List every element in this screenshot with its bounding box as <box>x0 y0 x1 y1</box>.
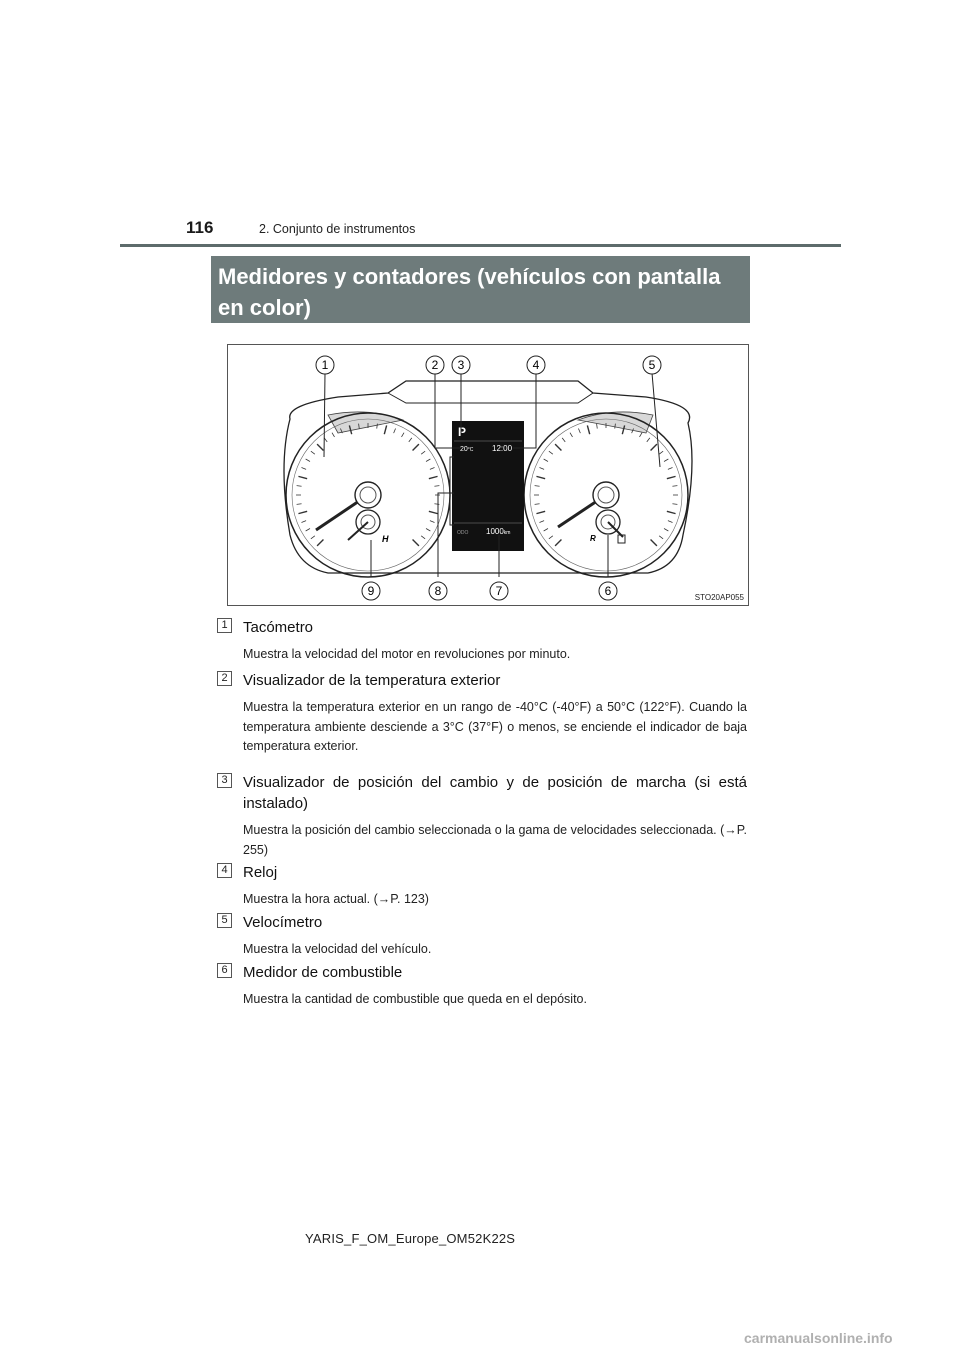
gauge-tick <box>539 467 544 469</box>
callout-number: 8 <box>434 584 442 598</box>
document-code: YARIS_F_OM_Europe_OM52K22S <box>305 1231 516 1246</box>
item-description: Muestra la temperatura exterior en un rango de -40°C (-40°F) a 50°C (122°F). Cuando la temperatura ambiente desciende a 3°C (37°F) o menos, se enciende el indicador de baja temperatura exterior. <box>243 700 747 753</box>
gauge-tick <box>555 444 561 450</box>
odo-label: ODO <box>457 530 469 536</box>
header-rule <box>120 244 841 247</box>
gauge-tick <box>668 521 673 523</box>
figure-code: STO20AP055 <box>694 593 744 602</box>
cluster-top-ridge <box>388 393 593 403</box>
gauge-tick <box>301 521 306 523</box>
gauge-tick <box>306 529 310 532</box>
gauge-tick <box>317 540 323 546</box>
gauge-tick <box>597 424 598 429</box>
gauge-tick <box>413 444 419 450</box>
gauge-tick <box>535 504 540 505</box>
gauge-tick <box>384 425 386 434</box>
list-item <box>217 617 747 660</box>
gauge-tick <box>429 476 438 478</box>
callout-number: 5 <box>648 358 656 372</box>
list-item <box>217 912 747 956</box>
gauge-tick <box>409 438 412 442</box>
gauge-tick <box>664 459 668 462</box>
item-description: Muestra la hora actual. (→P. 123) <box>243 892 429 906</box>
speedometer-gauge <box>524 413 688 577</box>
gauge-tick <box>434 504 439 505</box>
gauge-tick <box>549 451 553 454</box>
gauge-tick <box>539 521 544 523</box>
gauge-tick <box>298 476 307 478</box>
list-item <box>217 962 747 1006</box>
gauge-tick <box>587 425 589 434</box>
gauge-tick <box>659 536 663 539</box>
gauge-tick <box>311 536 315 539</box>
gauge-tick <box>535 486 540 487</box>
gauge-tick <box>306 459 310 462</box>
gauge-tick <box>317 444 323 450</box>
gear-position: P <box>458 425 467 439</box>
callout-number: 1 <box>321 358 329 372</box>
gauge-tick <box>667 511 676 513</box>
gauge-tick <box>426 529 430 532</box>
item-number-badge: 6 <box>217 963 232 978</box>
instrument-cluster-figure <box>227 344 749 606</box>
color-display <box>452 421 524 551</box>
gauge-tick <box>570 433 573 437</box>
section-title-line2: en color) <box>218 295 311 320</box>
instrument-cluster-illustration <box>228 345 748 605</box>
callout-number: 6 <box>604 584 612 598</box>
gauge-tick <box>536 511 545 513</box>
legend-list <box>217 617 747 1006</box>
list-item <box>217 670 747 760</box>
gauge-tick <box>544 529 548 532</box>
gauge-tick <box>640 433 643 437</box>
gauge-tick <box>311 451 315 454</box>
callout-number: 4 <box>532 358 540 372</box>
callout-number: 7 <box>495 584 503 598</box>
gauge-tick <box>659 451 663 454</box>
item-number-badge: 2 <box>217 671 232 686</box>
item-number-badge: 3 <box>217 773 232 788</box>
outside-temperature: 20°C <box>460 446 474 453</box>
callout-number: 9 <box>367 584 375 598</box>
gauge-tick <box>647 438 650 442</box>
gauge-tick <box>429 511 438 513</box>
gauge-tick <box>430 467 435 469</box>
gauge-tick <box>301 467 306 469</box>
item-title: Reloj <box>243 864 278 881</box>
odometer-value: 1000km <box>486 527 511 536</box>
item-description: Muestra la velocidad del motor en revoluciones por minuto. <box>243 647 571 661</box>
gauge-tick <box>672 486 677 487</box>
gauge-tick <box>421 536 425 539</box>
item-title: Velocímetro <box>243 914 323 931</box>
watermark: carmanualsonline.info <box>744 1330 893 1346</box>
gauge-tick <box>651 540 657 546</box>
gauge-tick <box>664 529 668 532</box>
gauge-tick <box>578 428 580 433</box>
gauge-tick <box>426 459 430 462</box>
gauge-tick <box>421 451 425 454</box>
item-number-badge: 1 <box>217 618 232 633</box>
gauge-tick <box>402 433 405 437</box>
left-hood-shade <box>328 412 403 433</box>
page-number: 116 <box>186 218 214 237</box>
section-title <box>211 256 750 323</box>
gauge-tick <box>297 486 302 487</box>
item-number-badge: 4 <box>217 863 232 878</box>
gauge-tick <box>549 536 553 539</box>
callout-number: 3 <box>457 358 465 372</box>
clock-readout: 12:00 <box>492 444 513 453</box>
item-title: Visualizador de posición del cambio y de posición de marcha (si está instalado) <box>243 774 747 812</box>
gauge-tick <box>297 504 302 505</box>
gauge-tick <box>651 444 657 450</box>
callout-number: 2 <box>431 358 439 372</box>
gauge-tick <box>298 511 307 513</box>
item-number-badge: 5 <box>217 913 232 928</box>
gauge-tick <box>544 459 548 462</box>
temp-hot-mark: H <box>382 534 389 544</box>
gauge-tick <box>668 467 673 469</box>
gauge-tick <box>394 428 396 433</box>
item-description: Muestra la velocidad del vehículo. <box>243 942 432 956</box>
list-item <box>217 862 747 906</box>
item-description: Muestra la cantidad de combustible que queda en el depósito. <box>243 992 587 1006</box>
item-title: Visualizador de la temperatura exterior <box>243 672 501 689</box>
item-description: Muestra la posición del cambio seleccionada o la gama de velocidades seleccionada. (→P. 255) <box>243 823 747 857</box>
gauge-tick <box>672 504 677 505</box>
section-title-line1: Medidores y contadores (vehículos con pantalla <box>218 264 721 289</box>
item-title: Tacómetro <box>243 619 314 636</box>
list-item <box>217 772 747 857</box>
gauge-tick <box>413 540 419 546</box>
gauge-tick <box>536 476 545 478</box>
gauge-tick <box>562 438 565 442</box>
gauge-tick <box>555 540 561 546</box>
chapter-title: 2. Conjunto de instrumentos <box>259 222 416 236</box>
gauge-tick <box>430 521 435 523</box>
gauge-tick <box>332 433 335 437</box>
item-title: Medidor de combustible <box>243 964 403 981</box>
gauge-tick <box>434 486 439 487</box>
tachometer-gauge <box>286 413 450 577</box>
gauge-tick <box>667 476 676 478</box>
fuel-reserve-mark: R <box>590 534 596 543</box>
